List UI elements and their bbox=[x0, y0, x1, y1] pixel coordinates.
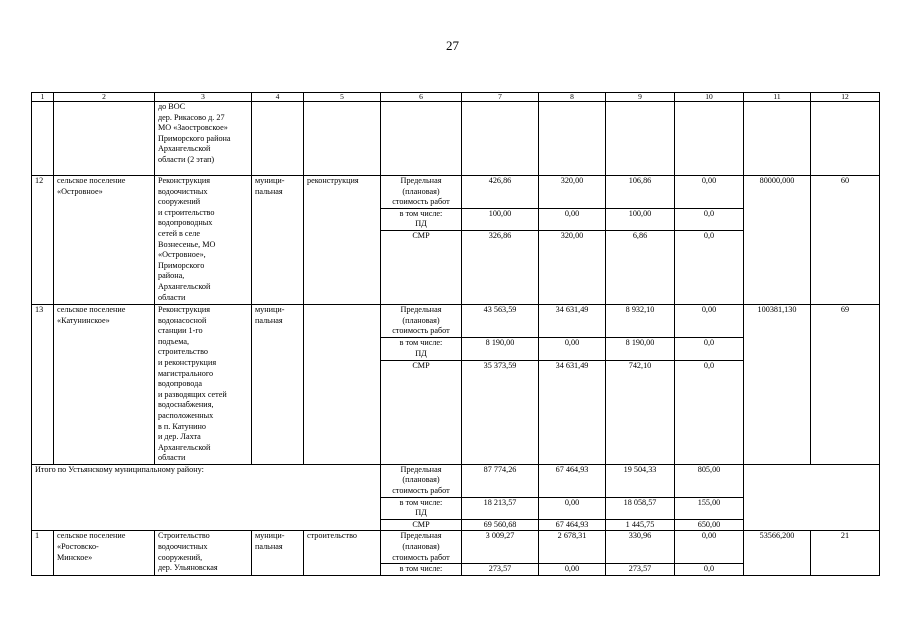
value-cell: 8 190,00 bbox=[606, 338, 675, 361]
cost-label: Предельная (плановая) стоимость работ bbox=[381, 464, 462, 497]
total-row bbox=[32, 464, 880, 497]
value-cell: 43 563,59 bbox=[462, 304, 539, 337]
value-cell: 87 774,26 bbox=[462, 464, 539, 497]
value-cell: 8 932,10 bbox=[606, 304, 675, 337]
col11-cell: 53566,200 bbox=[744, 531, 811, 575]
value-cell: 19 504,33 bbox=[606, 464, 675, 497]
ownership-cell: муници- пальная bbox=[252, 176, 304, 305]
pd-label: в том числе: ПД bbox=[381, 338, 462, 361]
col-header: 5 bbox=[304, 93, 381, 102]
work-type-cell bbox=[304, 304, 381, 464]
col-header: 3 bbox=[155, 93, 252, 102]
value-cell: 100,00 bbox=[606, 208, 675, 230]
cost-label: Предельная (плановая) стоимость работ bbox=[381, 304, 462, 337]
value-cell: 326,86 bbox=[462, 230, 539, 304]
pd-label: в том числе: ПД bbox=[381, 208, 462, 230]
smr-label: СМР bbox=[381, 519, 462, 531]
pd-label: в том числе: bbox=[381, 564, 462, 576]
col-header: 11 bbox=[744, 93, 811, 102]
value-cell: 0,00 bbox=[675, 304, 744, 337]
row-number: 12 bbox=[32, 176, 54, 305]
value-cell: 1 445,75 bbox=[606, 519, 675, 531]
object-cell: Реконструкция водоочистных сооружений и строительство водопроводных сетей в селе Вознесенье, МО «Островное», Приморского района, Архангельской области bbox=[155, 176, 252, 305]
work-type-cell: строительство bbox=[304, 531, 381, 575]
object-cell: до ВОС дер. Рикасово д. 27 МО «Заостровское» Приморского района Архангельской области (2 этап) bbox=[155, 102, 252, 176]
value-cell: 67 464,93 bbox=[539, 519, 606, 531]
row-number: 1 bbox=[32, 531, 54, 575]
value-cell: 67 464,93 bbox=[539, 464, 606, 497]
smr-label: СМР bbox=[381, 360, 462, 464]
value-cell: 0,0 bbox=[675, 208, 744, 230]
value-cell: 34 631,49 bbox=[539, 360, 606, 464]
ownership-cell: муници- пальная bbox=[252, 531, 304, 575]
value-cell: 35 373,59 bbox=[462, 360, 539, 464]
value-cell: 0,00 bbox=[675, 176, 744, 209]
value-cell: 8 190,00 bbox=[462, 338, 539, 361]
value-cell: 0,0 bbox=[675, 360, 744, 464]
col-header: 4 bbox=[252, 93, 304, 102]
col-header: 9 bbox=[606, 93, 675, 102]
col-header: 2 bbox=[54, 93, 155, 102]
value-cell: 3 009,27 bbox=[462, 531, 539, 564]
value-cell: 426,86 bbox=[462, 176, 539, 209]
col-header: 12 bbox=[811, 93, 880, 102]
value-cell: 330,96 bbox=[606, 531, 675, 564]
value-cell: 155,00 bbox=[675, 497, 744, 519]
value-cell: 34 631,49 bbox=[539, 304, 606, 337]
value-cell: 2 678,31 bbox=[539, 531, 606, 564]
col11-cell: 100381,130 bbox=[744, 304, 811, 464]
value-cell: 6,86 bbox=[606, 230, 675, 304]
value-cell: 18 058,57 bbox=[606, 497, 675, 519]
value-cell: 273,57 bbox=[606, 564, 675, 576]
ownership-cell: муници- пальная bbox=[252, 304, 304, 464]
table-row bbox=[32, 531, 880, 564]
pd-label: в том числе: ПД bbox=[381, 497, 462, 519]
cost-label: Предельная (плановая) стоимость работ bbox=[381, 176, 462, 209]
work-type-cell: реконструкция bbox=[304, 176, 381, 305]
investment-table bbox=[31, 92, 880, 576]
total-label: Итого по Устьянскому муниципальному району: bbox=[32, 464, 381, 531]
col-header: 10 bbox=[675, 93, 744, 102]
col12-cell: 60 bbox=[811, 176, 880, 305]
table-row-continuation bbox=[32, 102, 880, 176]
value-cell: 0,00 bbox=[675, 531, 744, 564]
object-cell: Строительство водоочистных сооружений, дер. Ульяновская bbox=[155, 531, 252, 575]
cost-label: Предельная (плановая) стоимость работ bbox=[381, 531, 462, 564]
value-cell: 650,00 bbox=[675, 519, 744, 531]
col-header: 1 bbox=[32, 93, 54, 102]
settlement-cell: сельское поселение «Островное» bbox=[54, 176, 155, 305]
value-cell: 0,00 bbox=[539, 338, 606, 361]
value-cell: 0,00 bbox=[539, 208, 606, 230]
header-row bbox=[32, 93, 880, 102]
page-number: 27 bbox=[446, 38, 459, 53]
value-cell: 0,00 bbox=[539, 564, 606, 576]
col-header: 8 bbox=[539, 93, 606, 102]
value-cell: 0,0 bbox=[675, 338, 744, 361]
object-cell: Реконструкция водонасосной станции 1-го подъема, строительство и реконструкция магистрального водопровода и разводящих сетей водоснабжения, расположенных в п. Катунино и дер. Лахта Архангельской области bbox=[155, 304, 252, 464]
col-header: 6 bbox=[381, 93, 462, 102]
value-cell: 320,00 bbox=[539, 176, 606, 209]
smr-label: СМР bbox=[381, 230, 462, 304]
col12-cell: 21 bbox=[811, 531, 880, 575]
value-cell: 320,00 bbox=[539, 230, 606, 304]
value-cell: 100,00 bbox=[462, 208, 539, 230]
table-row bbox=[32, 304, 880, 337]
row-number: 13 bbox=[32, 304, 54, 464]
col-header: 7 bbox=[462, 93, 539, 102]
value-cell: 0,0 bbox=[675, 564, 744, 576]
col12-cell: 69 bbox=[811, 304, 880, 464]
value-cell: 805,00 bbox=[675, 464, 744, 497]
settlement-cell: сельское поселение «Ростовско- Минское» bbox=[54, 531, 155, 575]
value-cell: 742,10 bbox=[606, 360, 675, 464]
settlement-cell: сельское поселение «Катунинское» bbox=[54, 304, 155, 464]
value-cell: 69 560,68 bbox=[462, 519, 539, 531]
value-cell: 273,57 bbox=[462, 564, 539, 576]
value-cell: 0,0 bbox=[675, 230, 744, 304]
value-cell: 18 213,57 bbox=[462, 497, 539, 519]
value-cell: 0,00 bbox=[539, 497, 606, 519]
table-row bbox=[32, 176, 880, 209]
value-cell: 106,86 bbox=[606, 176, 675, 209]
col11-cell: 80000,000 bbox=[744, 176, 811, 305]
